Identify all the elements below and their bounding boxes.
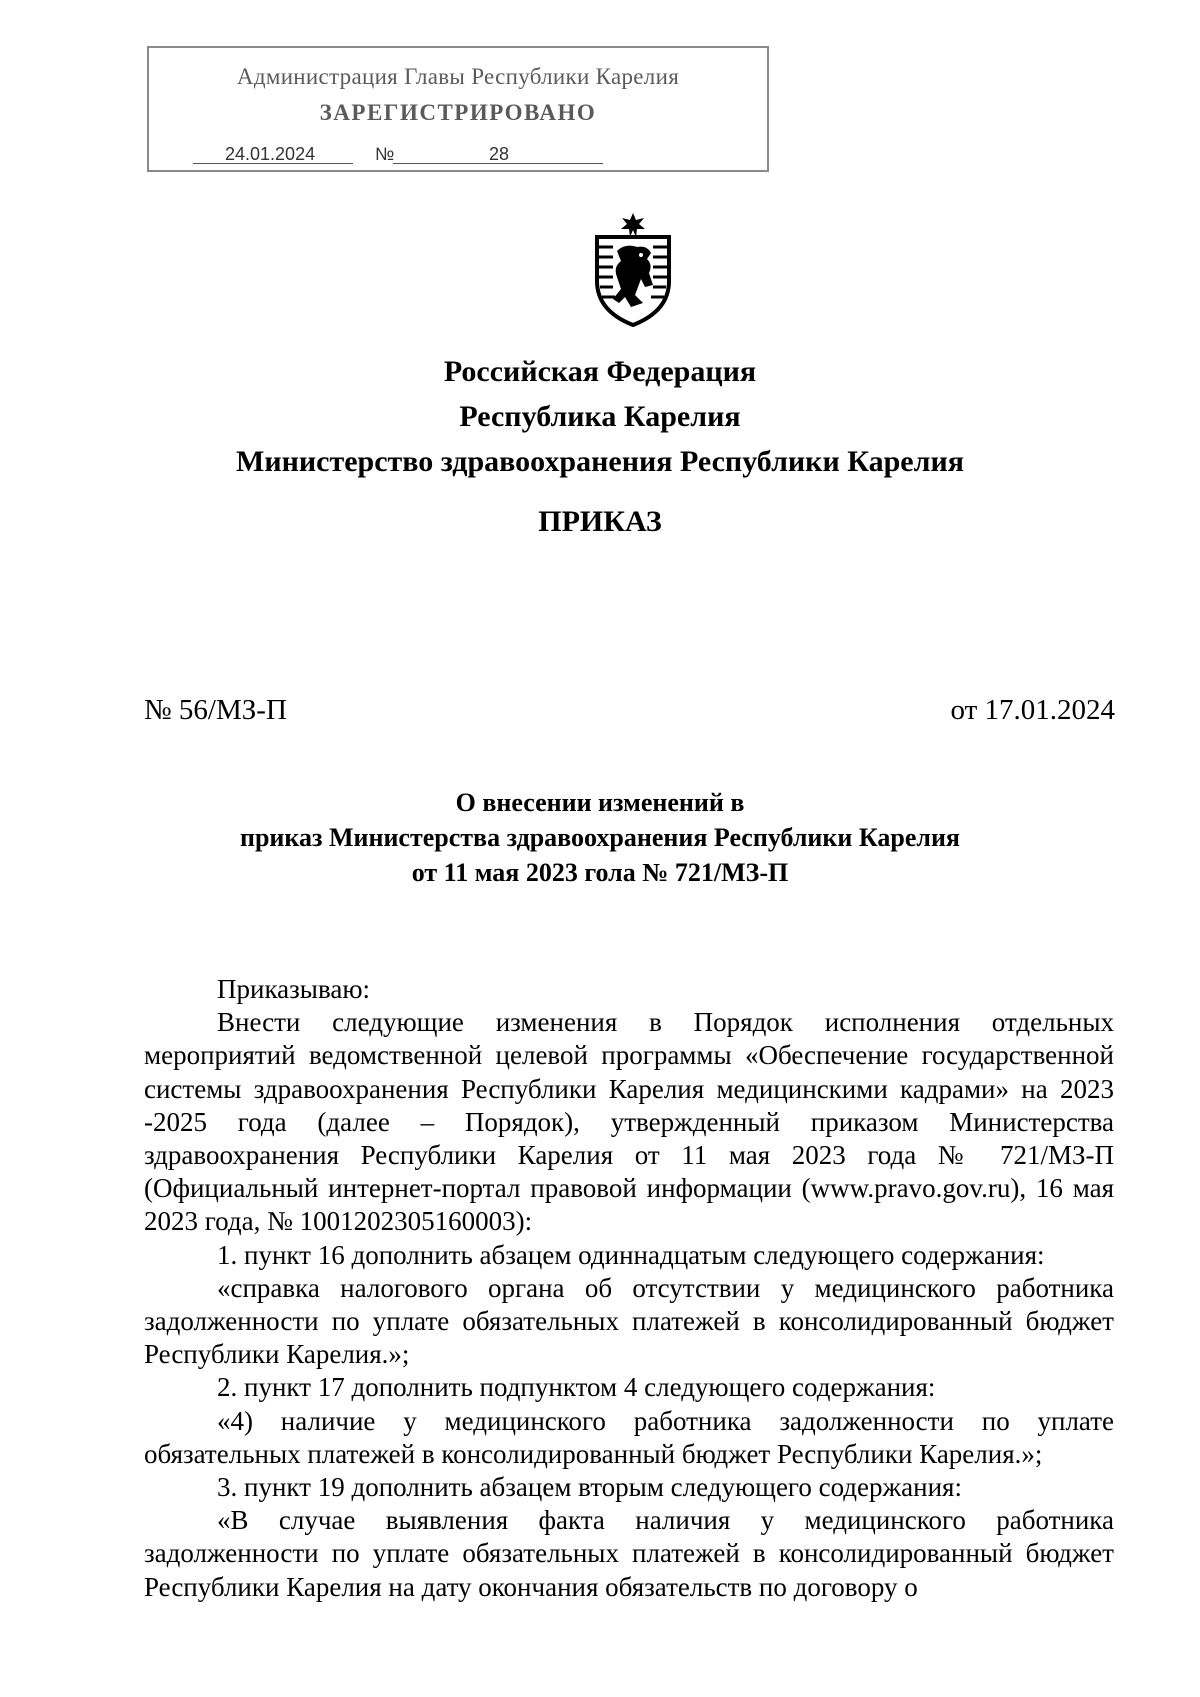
stamp-registration-row — [193, 144, 613, 168]
stamp-date: 24.01.2024 — [225, 144, 316, 164]
stamp-number: 28 — [489, 144, 510, 164]
body-paragraph: Приказываю: — [217, 974, 370, 1004]
subject-line-3: от 11 мая 2023 гола № 721/МЗ-П — [411, 858, 789, 887]
order-body — [144, 973, 1114, 1604]
order-date: от 17.01.2024 — [950, 694, 1115, 726]
body-paragraph: 1. пункт 16 дополнить абзацем одиннадцатым следующего содержания: — [217, 1239, 1045, 1270]
body-paragraph: 2. пункт 17 дополнить подпунктом 4 следующего содержания: — [217, 1372, 936, 1403]
registration-stamp — [147, 46, 769, 172]
body-paragraph: 3. пункт 19 дополнить абзацем вторым следующего содержания: — [217, 1472, 962, 1503]
document-type-title: ПРИКАЗ — [538, 505, 662, 538]
header-republic: Республика Карелия — [459, 400, 741, 433]
subject-line-1: О внесении изменений в — [455, 788, 745, 817]
subject-line-2: приказ Министерства здравоохранения Республики Карелия — [239, 823, 960, 852]
body-paragraph: «справка налогового органа об отсутствии у медицинского работника задолженности по уплате обязательных платежей в консолидированный бюджет Республики Карелия.»; — [144, 1272, 1114, 1370]
header-ministry: Министерство здравоохранения Республики Карелия — [236, 445, 964, 478]
order-number: № 56/МЗ-П — [144, 694, 287, 726]
body-paragraph: «В случае выявления факта наличия у медицинского работника задолженности по уплате обязательных платежей в консолидированный бюджет Республики Карелия на дату окончания обязательств по договору о — [144, 1505, 1114, 1602]
body-paragraph: Внести следующие изменения в Порядок исполнения отдельных мероприятий ведомственной целевой программы «Обеспечение государственной системы здравоохранения Республики Карелия медицинскими кадрами» на 2023 -2025 года (далее – Порядок), утвержденный приказом Министерства здравоохранения Республики Карелия от 11 мая 2023 года № 721/МЗ-П (Официальный интернет-портал правовой информации (www.pravo.gov.ru), 16 мая 2023 года, № 1001202305160003): — [144, 1007, 1114, 1237]
body-paragraph: «4) наличие у медицинского работника задолженности по уплате обязательных платежей в консолидированный бюджет Республики Карелия.»; — [144, 1405, 1114, 1469]
stamp-registered-label: ЗАРЕГИСТРИРОВАНО — [319, 100, 597, 125]
header-country: Российская Федерация — [443, 355, 757, 388]
stamp-authority: Администрация Главы Республики Карелия — [236, 64, 680, 89]
karelia-coat-of-arms-icon — [587, 211, 679, 327]
stamp-number-label: № — [375, 144, 395, 164]
